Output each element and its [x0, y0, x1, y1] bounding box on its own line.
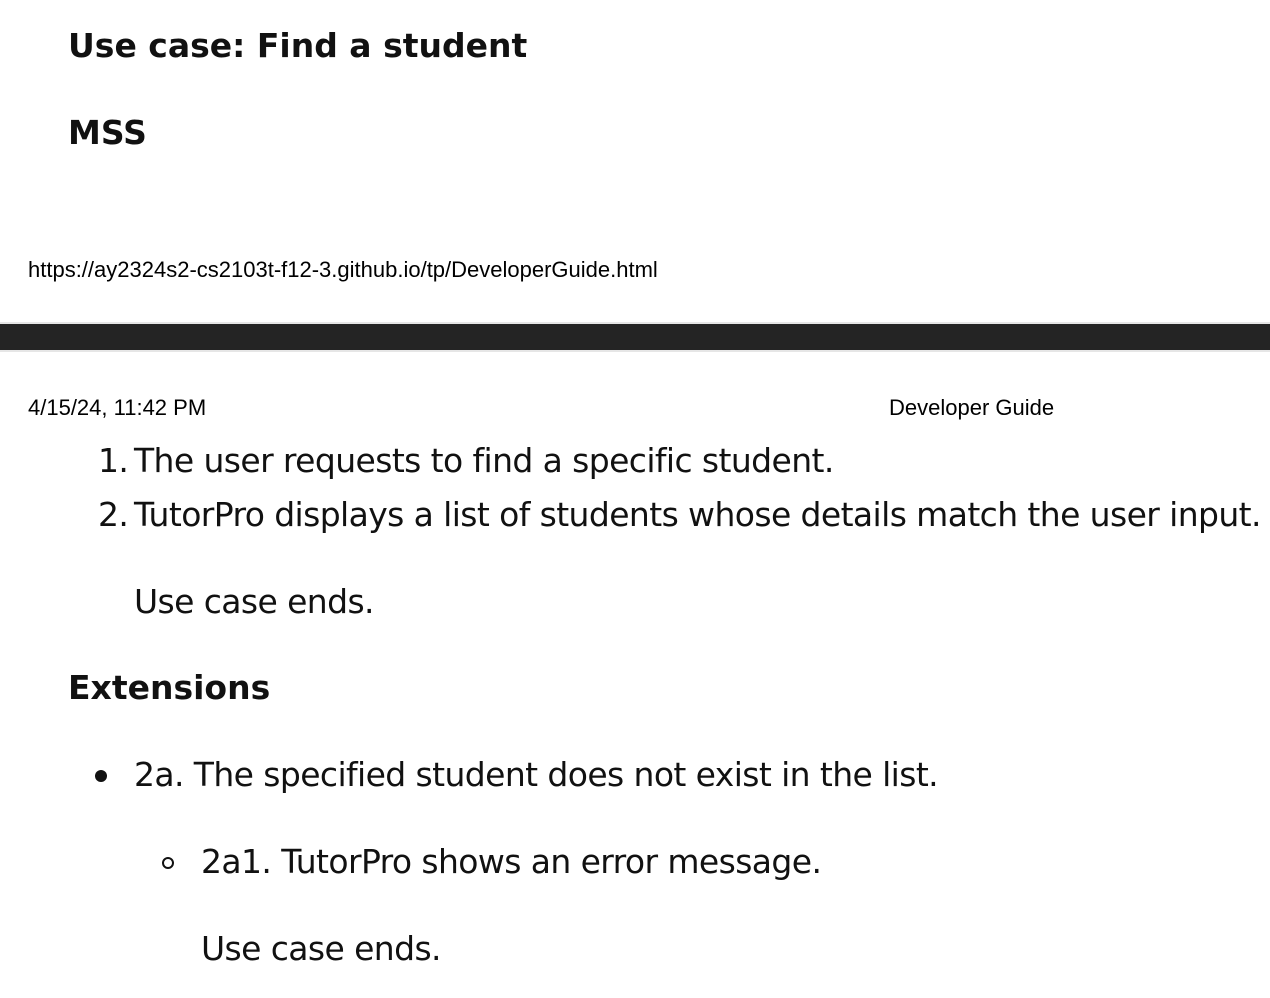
- use-case-heading: Use case: Find a student: [68, 26, 528, 65]
- print-footer-url: https://ay2324s2-cs2103t-f12-3.github.io/tp/DeveloperGuide.html: [28, 257, 658, 282]
- mss-step-number: 2.: [98, 495, 129, 534]
- print-header-datetime: 4/15/24, 11:42 PM: [28, 395, 207, 420]
- bullet-disc-icon: [95, 770, 107, 782]
- extension-sub-text: 2a1. TutorPro shows an error message.: [201, 842, 822, 881]
- mss-heading: MSS: [68, 113, 147, 152]
- extensions-heading: Extensions: [68, 668, 271, 707]
- page-break-band: [0, 324, 1270, 350]
- extension-text: 2a. The specified student does not exist in the list.: [134, 755, 939, 794]
- mss-step-text: The user requests to find a specific student.: [134, 441, 834, 480]
- mss-step-number: 1.: [98, 441, 129, 480]
- mss-use-case-ends: Use case ends.: [134, 582, 374, 621]
- bullet-circle-icon: [162, 857, 174, 869]
- extension-sub-use-case-ends: Use case ends.: [201, 929, 441, 968]
- mss-step-text: TutorPro displays a list of students whose details match the user input.: [134, 495, 1261, 534]
- page-break-edge-bottom: [0, 350, 1270, 352]
- page-break: [0, 322, 1270, 352]
- print-header-title: Developer Guide: [889, 395, 1055, 420]
